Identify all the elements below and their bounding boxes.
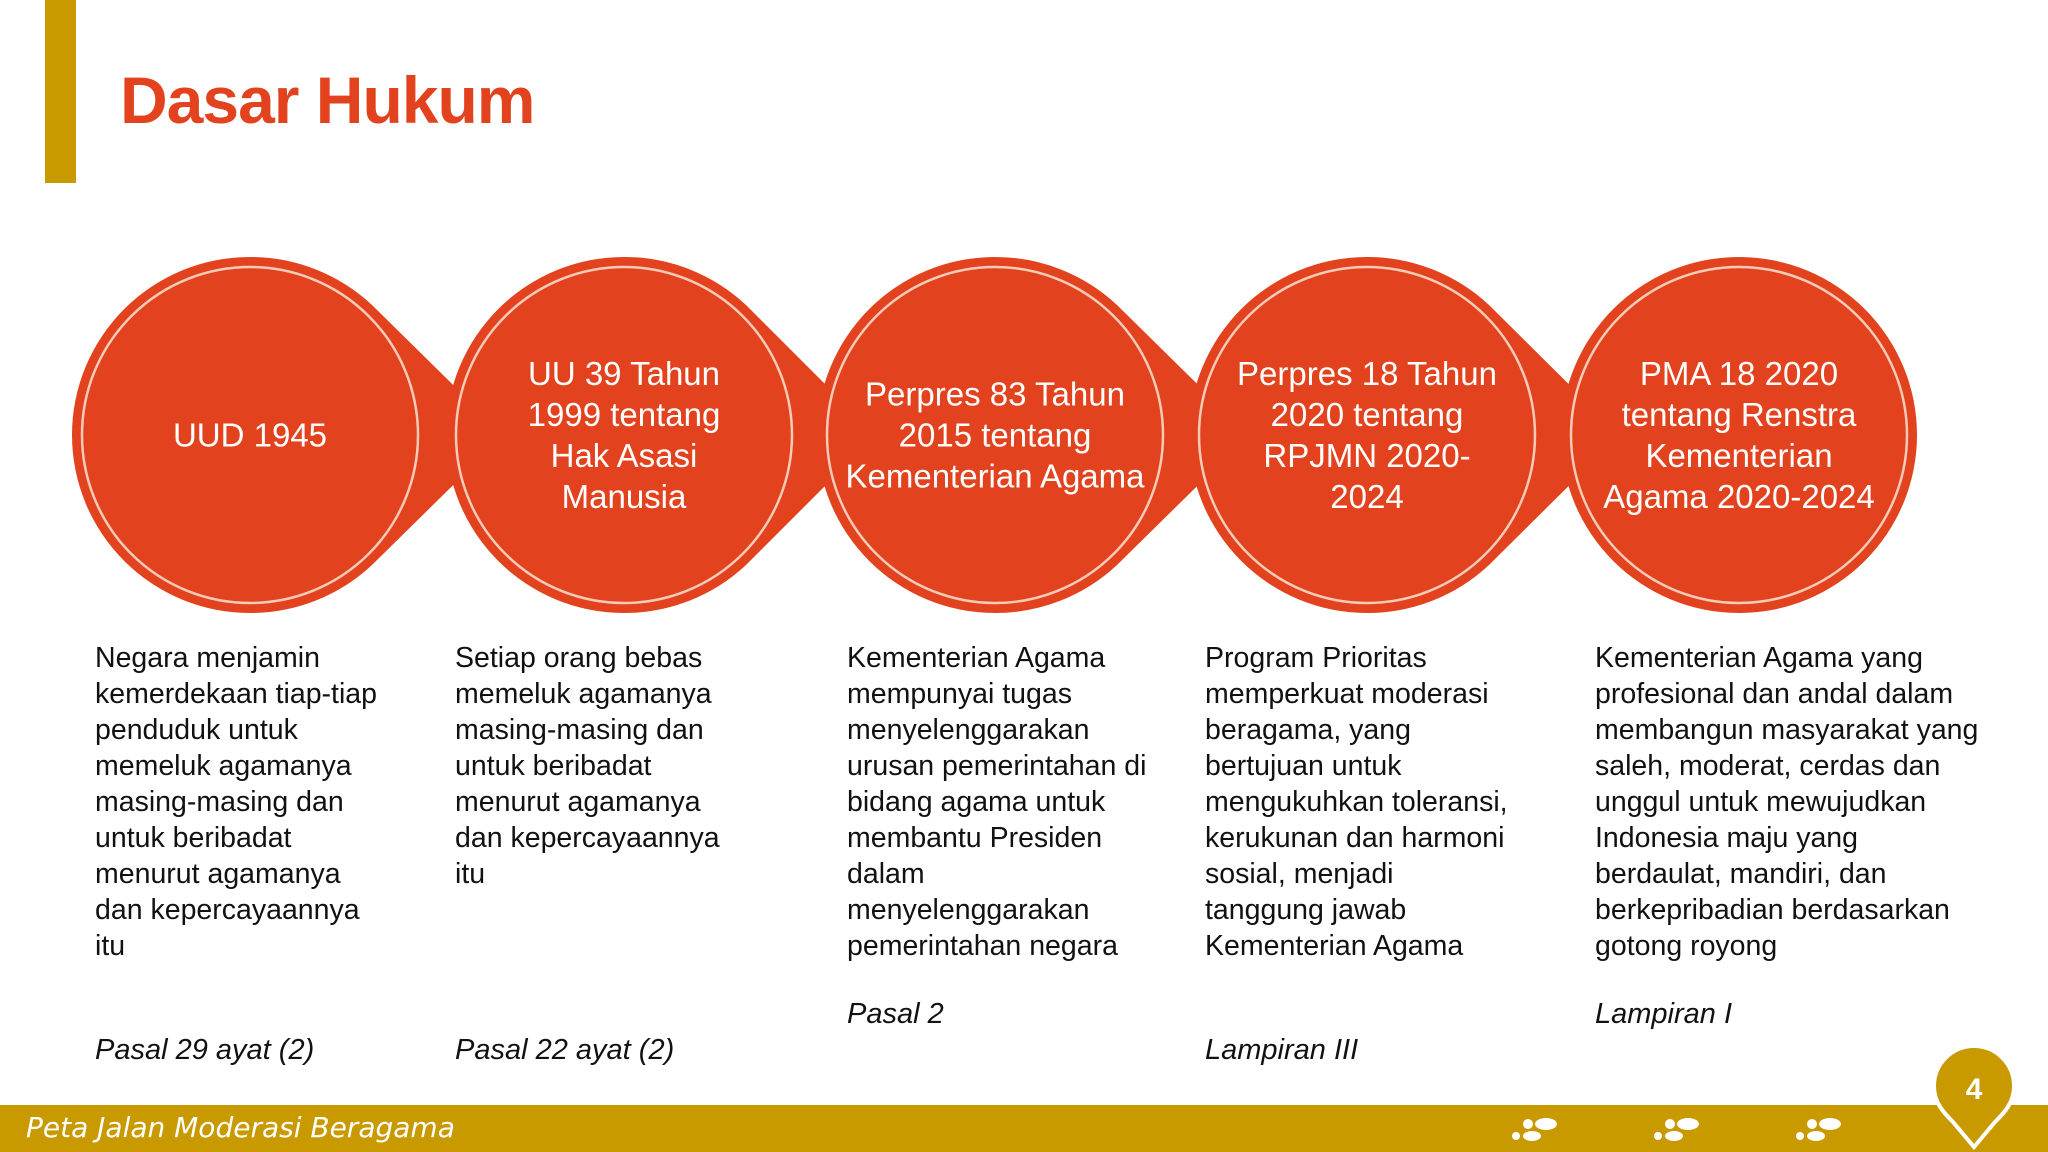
description-text: Negara menjamin kemerdekaan tiap-tiap penduduk untuk memeluk agamanya masing-masing dan untuk beribadat menurut agamanya dan kepercayaannya itu xyxy=(95,642,377,962)
footer-bar xyxy=(0,1105,2048,1152)
reference-1: Pasal 29 ayat (2) xyxy=(95,1034,315,1066)
circle-label-pma-18: PMA 18 2020 tentang Renstra Kementerian Agama 2020-2024 xyxy=(1603,355,1875,515)
page-title: Dasar Hukum xyxy=(120,63,535,137)
circle-label-uud-1945: UUD 1945 xyxy=(172,416,328,454)
page-number: 4 xyxy=(1965,1073,1983,1106)
circle-label-perpres-18: Perpres 18 Tahun 2020 tentang RPJMN 2020-2024 xyxy=(1237,355,1497,515)
description-text: Setiap orang bebas memeluk agamanya masing-masing dan untuk beribadat menurut agamanya dan kepercayaannya itu xyxy=(455,642,720,890)
description-column-2 xyxy=(455,640,755,892)
reference-5: Lampiran I xyxy=(1595,998,1733,1030)
description-text: Kementerian Agama mempunyai tugas menyelenggarakan urusan pemerintahan di bidang agama untuk membantu Presiden dalam menyelenggarakan pemerintahan negara xyxy=(847,642,1147,962)
footprints-icon xyxy=(1508,1115,1564,1143)
description-text: Program Prioritas memperkuat moderasi beragama, yang bertujuan untuk mengukuhkan toleransi, kerukunan dan harmoni sosial, menjadi tanggung jawab Kementerian Agama xyxy=(1205,642,1508,962)
page-number-badge xyxy=(1931,1043,2017,1151)
footprints-icon xyxy=(1650,1115,1706,1143)
reference-2: Pasal 22 ayat (2) xyxy=(455,1034,675,1066)
footer-title: Peta Jalan Moderasi Beragama xyxy=(26,1111,455,1144)
description-column-3 xyxy=(847,640,1147,964)
description-text: Kementerian Agama yang profesional dan andal dalam membangun masyarakat yang saleh, moderat, cerdas dan unggul untuk mewujudkan Indonesia maju yang berdaulat, mandiri, dan berkepribadian berdasarkan gotong royong xyxy=(1595,642,1979,962)
description-column-5 xyxy=(1595,640,1985,964)
circle-label-perpres-83: Perpres 83 Tahun 2015 tentang Kementerian Agama xyxy=(845,375,1145,495)
reference-3: Pasal 2 xyxy=(847,998,944,1030)
description-column-4 xyxy=(1205,640,1515,964)
reference-4: Lampiran III xyxy=(1205,1034,1359,1066)
footprints-icon xyxy=(1792,1115,1848,1143)
description-column-1 xyxy=(95,640,395,964)
circle-label-uu-39: UU 39 Tahun 1999 tentang Hak Asasi Manusia xyxy=(527,355,721,515)
